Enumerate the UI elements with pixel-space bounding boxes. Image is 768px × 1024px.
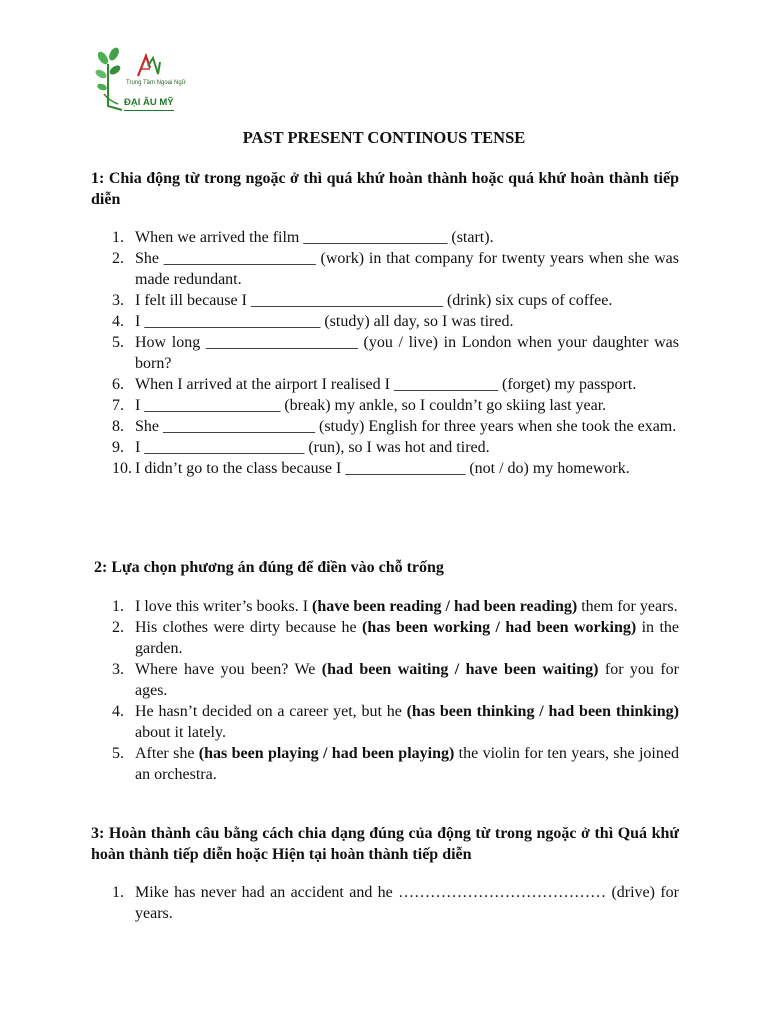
item-text: When I arrived at the airport I realised I _____________ (forget) my passport. [135,376,637,393]
item-number: 4. [112,313,124,330]
item-text: for you for ages. [135,661,679,699]
item-text: She ___________________ (study) English for three years when she took the exam. [135,418,677,435]
logo-underline [124,110,174,111]
list-item [91,332,679,374]
item-number: 3. [112,292,124,309]
item-text: Mike has never had an accident and he ………………………………… (drive) for years. [135,884,679,922]
item-text: I love this writer’s books. I [135,598,313,615]
item-number: 1. [112,884,124,901]
item-text: I felt ill because I ________________________ (drink) six cups of coffee. [135,292,613,309]
item-text: After she [135,745,199,762]
list-item [91,659,679,701]
logo [92,44,188,120]
item-text: I ____________________ (run), so I was hot and tired. [135,439,490,456]
item-number: 10. [112,460,132,477]
item-text: them for years. [577,598,678,615]
page-title: PAST PRESENT CONTINOUS TENSE [242,128,526,147]
answer-options: (has been playing / had been playing) [198,745,455,762]
item-number: 2. [112,250,124,267]
answer-options: (has been working / had been working) [361,619,637,636]
item-text: the violin for ten years, she joined an orchestra. [135,745,679,783]
logo-tagline: Trung Tâm Ngoại Ngữ [126,80,186,86]
item-text: She ___________________ (work) in that company for twenty years when she was made redundant. [135,250,679,288]
section-2-list [91,596,679,785]
answer-options: (has been thinking / had been thinking) [406,703,679,720]
section-3-list [91,882,679,924]
list-item [91,395,679,416]
list-item [91,290,679,311]
list-item [91,617,679,659]
section-1-heading: 1: Chia động từ trong ngoặc ở thì quá khứ hoàn thành hoặc quá khứ hoàn thành tiếp diễn [91,170,679,208]
list-item [91,248,679,290]
logo-brand-name: ĐẠI ÂU MỸ [124,97,174,108]
section-1-list [91,227,679,479]
item-number: 1. [112,229,124,246]
item-text: I ______________________ (study) all day, so I was tired. [135,313,514,330]
item-text: about it lately. [135,724,226,741]
section-3-heading: 3: Hoàn thành câu bằng cách chia dạng đúng của động từ trong ngoặc ở thì Quá khứ hoàn thành tiếp diễn hoặc Hiện tại hoàn thành tiếp diễn [91,825,679,863]
item-number: 8. [112,418,124,435]
item-number: 7. [112,397,124,414]
item-number: 9. [112,439,124,456]
list-item [91,701,679,743]
section-2-heading: 2: Lựa chọn phương án đúng để điền vào chỗ trống [94,559,444,576]
item-text: His clothes were dirty because he [135,619,362,636]
list-item [91,743,679,785]
item-text: He hasn’t decided on a career yet, but he [135,703,407,720]
item-text: Where have you been? We [135,661,322,678]
list-item [91,227,679,248]
item-text: in the garden. [135,619,679,657]
item-number: 3. [112,661,124,678]
answer-options: (have been reading / had been reading) [312,598,578,615]
item-text: I _________________ (break) my ankle, so I couldn’t go skiing last year. [135,397,607,414]
list-item [91,596,679,617]
item-number: 4. [112,703,124,720]
item-number: 5. [112,334,124,351]
list-item [91,437,679,458]
list-item [91,882,679,924]
item-text: When we arrived the film __________________ (start). [135,229,494,246]
item-number: 1. [112,598,124,615]
list-item [91,458,679,479]
list-item [91,416,679,437]
list-item [91,374,679,395]
item-text: I didn’t go to the class because I _______________ (not / do) my homework. [135,460,630,477]
item-number: 6. [112,376,124,393]
item-number: 5. [112,745,124,762]
item-text: How long ___________________ (you / live) in London when your daughter was born? [135,334,679,372]
answer-options: (had been waiting / have been waiting) [321,661,599,678]
item-number: 2. [112,619,124,636]
list-item [91,311,679,332]
